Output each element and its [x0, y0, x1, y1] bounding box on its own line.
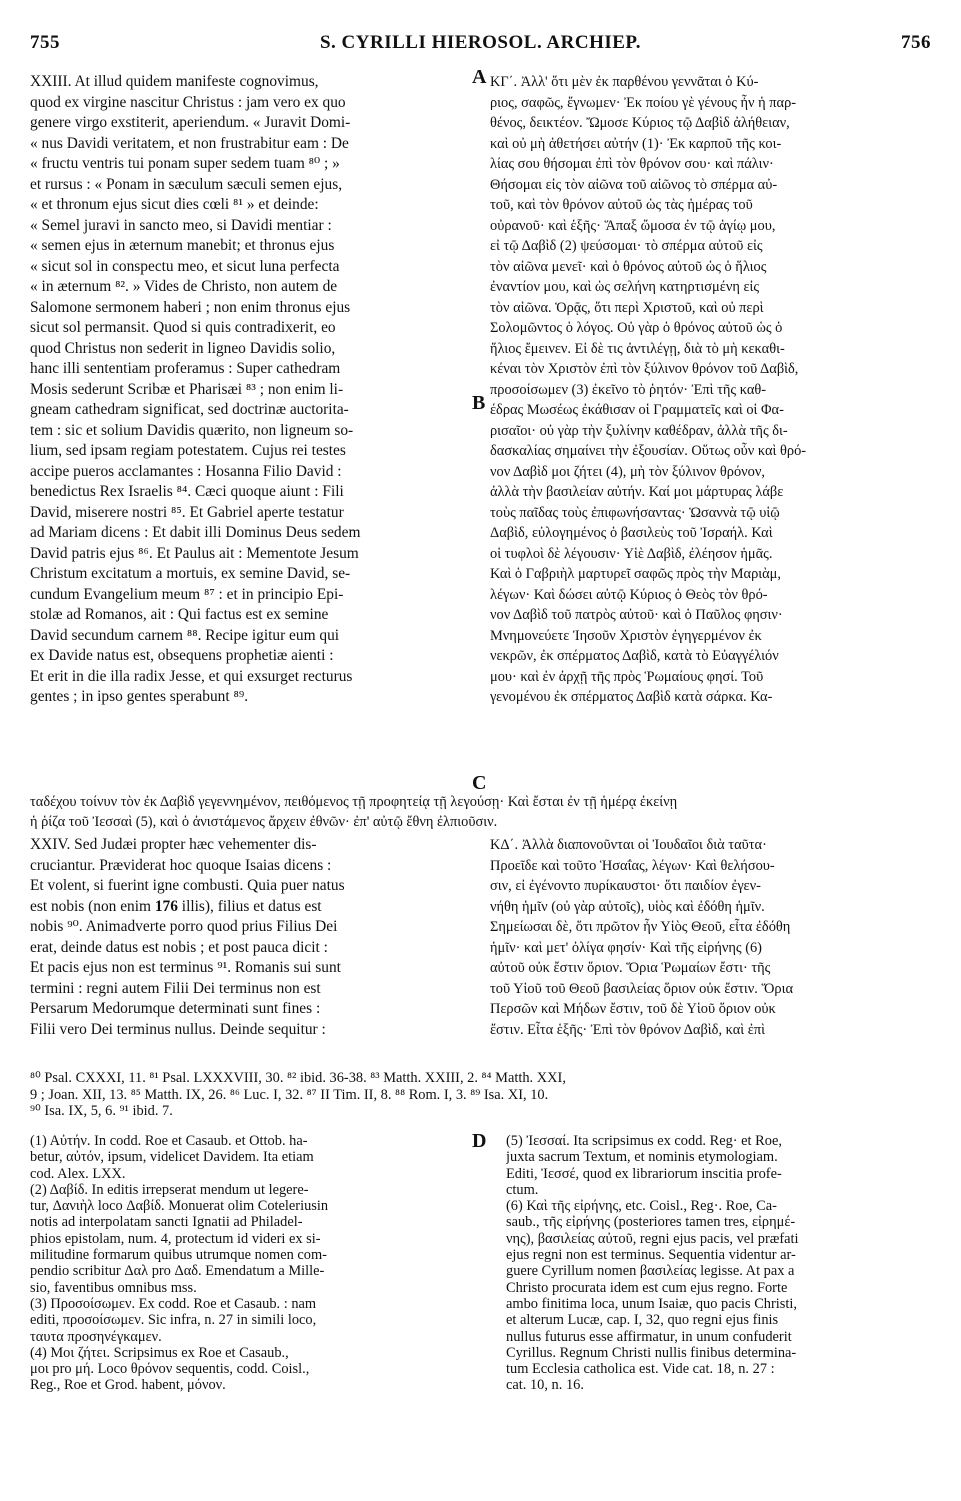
greek-line: ΚΓ΄. Ἀλλ' ὅτι μὲν ἐκ παρθένου γεννᾶται ὁ Κύ- — [490, 74, 759, 90]
scripture-footnotes — [30, 1070, 940, 1120]
latin-line: « Semel juravi in sancto meo, si Davidi mentiar : — [30, 216, 332, 234]
greek2-line: αὐτοῦ οὐκ ἔστιν ὅριον. Ὅρια Ῥωμαίων ἔστι· τῆς — [490, 960, 771, 976]
greek-line: Σολομῶντος ὁ λόγος. Οὐ γὰρ ὁ θρόνος αὐτοῦ ὡς ὁ — [490, 320, 783, 336]
column-number: 176 — [154, 897, 178, 915]
note-line: tum Ecclesia catholica est. Vide cat. 18, n. 27 : — [506, 1361, 775, 1378]
greek-line: οἱ τυφλοὶ δὲ λέγουσιν· Υἱὲ Δαβὶδ, ἐλέησον ἡμᾶς. — [490, 545, 773, 562]
greek-line: Θήσομαι εἰς τὸν αἰῶνα τοῦ αἰῶνος τὸ σπέρμα αὐ- — [490, 176, 778, 193]
note-line: et alterum Lucæ, cap. I, 32, quo regni ejus finis — [506, 1312, 779, 1329]
note-line: juxta sacrum Textum, et nominis etymologiam. — [506, 1149, 778, 1166]
greek-line: τοὺς παῖδας τοὺς ἐπιφωνήσαντας· Ὡσαννὰ τῷ υἱῷ — [490, 504, 780, 521]
latin-line: Mosis sederunt Scribæ et Pharisæi ⁸³ ; non enim li- — [30, 380, 344, 398]
greek2-line: νήθη ἡμῖν (οὐ γὰρ αὐτοῖς), υἱὸς καὶ ἐδόθη ἡμῖν. — [490, 898, 765, 915]
latin-column-section-23 — [30, 72, 472, 708]
latin2-line: Persarum Medorumque determinati sunt fines : — [30, 1000, 321, 1017]
latin-line: hanc illi sententiam proferamus : Super cathedram — [30, 360, 341, 377]
page-number-left: 755 — [30, 32, 60, 53]
greek2-line: ΚΔ΄. Ἀλλὰ διαπονοῦνται οἱ Ἰουδαῖοι διὰ ταῦτα· — [490, 837, 767, 853]
greek-line: εἰ τῷ Δαβὶδ (2) ψεύσομαι· τὸ σπέρμα αὐτοῦ εἰς — [490, 238, 763, 254]
running-title: S. CYRILLI HIEROSOL. ARCHIEP. — [319, 32, 642, 53]
note-line: (2) Δαβίδ. In editis irrepserat mendum ut legere- — [30, 1181, 309, 1198]
footnote-line: ⁸⁰ Psal. CXXXI, 11. ⁸¹ Psal. LXXXVIII, 30. ⁸² ibid. 36-38. ⁸³ Matth. XXIII, 2. ⁸⁴ Matth. XXI, — [30, 1070, 566, 1086]
greek-line: λέγων· Καὶ δώσει αὐτῷ Κύριος ὁ Θεὸς τὸν θρό- — [490, 586, 768, 603]
greek-line: ἐναντίον μου, καὶ ὡς σελήνη κατηρτισμένη εἰς — [490, 279, 760, 295]
note-line: ejus regni non est terminus. Sequentia videntur ar- — [506, 1247, 796, 1264]
greek-line: προσοίσωμεν (3) ἐκεῖνο τὸ ῥητόν· Ἐπὶ τῆς καθ- — [490, 381, 767, 398]
editorial-notes-left — [30, 1133, 470, 1394]
greek-line: τὸν αἰῶνα μενεῖ· καὶ ὁ θρόνος αὐτοῦ ὡς ὁ ἥλιος — [490, 258, 767, 275]
greek-line: τὸν αἰῶνα. Ὁρᾷς, ὅτι περὶ Χριστοῦ, καὶ οὐ περὶ — [490, 299, 764, 316]
greek-line: τοῦ, καὶ τὸν θρόνον αὐτοῦ ὡς τὰς ἡμέρας τοῦ — [490, 197, 753, 213]
greek-line: Καὶ ὁ Γαβριὴλ μαρτυρεῖ σαφῶς πρὸς τὴν Μαριὰμ, — [490, 566, 781, 582]
greek2-line: τοῦ Υἱοῦ τοῦ Θεοῦ βασιλείας ὅριον οὐκ ἔστιν. Ὅρια — [490, 980, 794, 997]
latin-line: David secundum carnem ⁸⁸. Recipe igitur eum qui — [30, 626, 340, 644]
latin-line: David, miserere nostri ⁸⁵. Et Gabriel aperte testatur — [30, 503, 344, 521]
latin-line: genere virgo exstiterit, aperiendum. « Juravit Domi- — [30, 114, 351, 131]
marker-d: D — [472, 1130, 487, 1152]
note-line: (4) Μοι ζήτει. Scripsimus ex Roe et Casaub., — [30, 1344, 289, 1361]
greek-line: λίας σου θήσομαι ἐπὶ τὸν θρόνον σου· καὶ πάλιν· — [490, 156, 774, 172]
latin-line: ex Davide natus est, obsequens prophetiæ aienti : — [30, 647, 334, 664]
note-line: pendio scribitur Δαλ pro Δαδ. Emendatum a Mille- — [30, 1263, 325, 1280]
greek2-line: σιν, εἰ ἐγένοντο πυρίκαυστοι· ὅτι παιδίον ἐγεν- — [490, 878, 761, 894]
marker-a: A — [472, 66, 487, 88]
greek-line: Δαβὶδ, εὐλογημένος ὁ βασιλεὺς τοῦ Ἰσραήλ. Καὶ — [490, 525, 773, 541]
greek-line: ἥλιος ἔμεινεν. Εἰ δὲ τις ἀντιλέγῃ, διὰ τὸ μὴ κεκαθι- — [490, 340, 785, 357]
latin-line: « fructu ventris tui ponam super sedem tuam ⁸⁰ ; » — [30, 155, 340, 172]
note-line: editi, προσοίσωμεν. Sic infra, n. 27 in simili loco, — [30, 1312, 317, 1329]
greek-line: νεκρῶν, ἐκ σπέρματος Δαβὶδ, κατὰ τὸ Εὐαγγέλιόν — [490, 648, 779, 664]
note-line: (5) Ἰεσσαί. Ita scripsimus ex codd. Reg· et Roe, — [506, 1133, 782, 1149]
latin-line: quod Christus non sederit in ligneo Davidis solio, — [30, 339, 336, 357]
latin-line: gentes ; in ipso gentes sperabunt ⁸⁹. — [30, 688, 249, 705]
latin-line: stolæ ad Romanos, ait : Qui factus est ex semine — [30, 606, 329, 623]
latin-column-section-24 — [30, 835, 472, 1040]
latin-line: gneam cathedram significat, sed doctrinæ auctorita- — [30, 401, 349, 418]
latin-line: « nus Davidi veritatem, et non frustrabitur eam : De — [30, 134, 349, 152]
latin-line: « semen ejus in æternum manebit; et thronus ejus — [30, 237, 335, 254]
note-line: (6) Καὶ τῆς εἰρήνης, etc. Coisl., Reg·. Roe, Ca- — [506, 1198, 777, 1215]
note-line: guere Cyrillum nomen βασιλείας legisse. At pax a — [506, 1263, 795, 1280]
footnote-line: 9 ; Joan. XII, 13. ⁸⁵ Matth. IX, 26. ⁸⁶ Luc. I, 32. ⁸⁷ II Tim. II, 8. ⁸⁸ Rom. I, 3. ⁸⁹ Isa. XI, 10. — [30, 1086, 549, 1103]
latin2-line: cruciantur. Præviderat hoc quoque Isaias dicens : — [30, 856, 332, 874]
greek2-line: Προεῖδε καὶ τοῦτο Ἡσαΐας, λέγων· Καὶ θελήσου- — [490, 857, 775, 874]
greek-line: γενομένου ἐκ σπέρματος Δαβὶδ κατὰ σάρκα. Κα- — [490, 689, 773, 705]
latin-line: Et erit in die illa radix Jesse, et qui exsurget recturus — [30, 667, 353, 685]
latin2-line-part: est nobis (non enim — [30, 897, 151, 915]
greek2-line: ἡμῖν· καὶ μετ' ὀλίγα φησίν· Καὶ τῆς εἰρήνης (6) — [490, 939, 762, 956]
note-line: ambo finitima loca, unum Isaiæ, quo pacis Christi, — [506, 1295, 797, 1312]
greek-line: ἀλλὰ τὴν βασιλείαν αὐτήν. Καί μοι μάρτυρας λάβε — [490, 484, 784, 500]
editorial-notes-right — [506, 1133, 938, 1394]
latin-line: David patris ejus ⁸⁶. Et Paulus ait : Mementote Jesum — [30, 544, 359, 562]
greek-column-section-24 — [490, 835, 938, 1040]
greek-column-section-23 — [490, 72, 938, 708]
latin-line: lium, sed ipsam regiam potestatem. Cujus rei testes — [30, 442, 346, 459]
greek-line: δασκαλίας σημαίνει τὴν ἐξουσίαν. Οὕτως οὖν καὶ θρό- — [490, 443, 807, 459]
greek-line: έδρας Μωσέως ἐκάθισαν οἱ Γραμματεῖς καὶ οἱ Φα- — [490, 402, 784, 418]
greek-span-line-2: ἡ ῥίζα τοῦ Ἰεσσαὶ (5), καὶ ὁ ἀνιστάμενος ἄρχειν ἐθνῶν· ἐπ' αὐτῷ ἔθνη ἐλπιοῦσιν. — [30, 814, 498, 830]
note-line: tur, Δανιὴλ loco Δαβίδ. Monuerat olim Coteleriusin — [30, 1198, 329, 1215]
marker-b: B — [472, 392, 486, 414]
greek-line: οὐρανοῦ· καὶ ἑξῆς· Ἅπαξ ὤμοσα ἐν τῷ ἁγίῳ μου, — [490, 217, 776, 234]
note-line: militudine formarum quibus utrumque nomen com- — [30, 1247, 327, 1264]
latin2-line: erat, deinde datus est nobis ; et post pauca dicit : — [30, 938, 328, 956]
note-line: cat. 10, n. 16. — [506, 1377, 584, 1394]
note-line: nullus futurus esse affirmatur, in unum confuderit — [506, 1328, 792, 1345]
latin2-line: Et volent, si fuerint igne combusti. Quia puer natus — [30, 877, 345, 894]
latin-line: « sicut sol in conspectu meo, et sicut luna perfecta — [30, 257, 340, 275]
note-line: (3) Προσοίσωμεν. Ex codd. Roe et Casaub. : nam — [30, 1295, 317, 1312]
latin-line: accipe pueros acclamantes : Hosanna Filio David : — [30, 462, 342, 480]
page-number-right: 756 — [901, 32, 931, 53]
latin-line: Salomone sermonem haberi ; non enim thronus ejus — [30, 298, 351, 316]
note-line: νης), βασιλείας αὐτοῦ, regni ejus pacis, vel præfati — [506, 1230, 799, 1247]
greek-line: μου· καὶ ἐν ἀρχῇ τῆς πρὸς Ῥωμαίους φησί. Τοῦ — [490, 668, 764, 685]
greek2-line: Σημείωσαι δὲ, ὅτι πρῶτον ἦν Υἱὸς Θεοῦ, εἶτα ἐδόθη — [490, 919, 791, 935]
latin-line: sicut sol permansit. Quod si quis contradixerit, eo — [30, 319, 336, 336]
greek2-line: Περσῶν καὶ Μήδων ἔστιν, τοῦ δὲ Υἱοῦ ὅριον οὐκ — [490, 1001, 776, 1017]
latin2-line: termini : regni autem Filii Dei terminus non est — [30, 979, 321, 997]
latin-line: quod ex virgine nascitur Christus : jam vero ex quo — [30, 93, 346, 111]
greek-span-line-1: ταδέχου τοίνυν τὸν ἐκ Δαβὶδ γεγεννημένον, πειθόμενος τῇ προφητείᾳ τῇ λεγούσῃ· Καὶ ἔσται ἐν τῇ ἡμέρᾳ ἐκείνῃ — [30, 794, 678, 810]
latin2-line-part: illis), filius et datus est — [181, 897, 322, 915]
note-line: sio, faventibus omnibus mss. — [30, 1279, 197, 1296]
note-line: Cyrillus. Regnum Christi nullis finibus determina- — [506, 1344, 797, 1361]
latin2-line-with-column-number — [30, 897, 472, 918]
latin-line: benedictus Rex Israelis ⁸⁴. Cæci quoque aiunt : Fili — [30, 483, 344, 500]
latin-line: cundum Evangelium meum ⁸⁷ : et in principio Epi- — [30, 585, 344, 603]
note-line: ταυτα προσηνέγκαμεν. — [30, 1328, 162, 1345]
latin-line: XXIII. At illud quidem manifeste cognovimus, — [30, 73, 319, 90]
note-line: notis ad interpolatam sancti Ignatii ad Philadel- — [30, 1214, 303, 1231]
greek-line: ριος, σαφῶς, ἔγνωμεν· Ἐκ ποίου γὲ γένους ἦν ἡ παρ- — [490, 94, 797, 111]
greek-line: κέναι τὸν Χριστὸν ἐπὶ τὸν ξύλινον θρόνον τοῦ Δαβὶδ, — [490, 361, 799, 377]
latin-line: « et thronum ejus sicut dies cœli ⁸¹ » et deinde: — [30, 196, 319, 213]
note-line: μοι pro μή. Loco θρόνον sequentis, codd. Coisl., — [30, 1361, 310, 1378]
latin-line: « in æternum ⁸². » Vides de Christo, non autem de — [30, 278, 338, 295]
running-header — [24, 32, 937, 60]
note-line: Christo procurata idem est cum ejus regno. Forte — [506, 1279, 788, 1296]
greek-line: καὶ οὐ μὴ ἀθετήσει αὐτήν (1)· Ἐκ καρποῦ τῆς κοι- — [490, 135, 782, 152]
greek-line: Μνημονεύετε Ἰησοῦν Χριστὸν ἐγηγερμένον ἐκ — [490, 627, 762, 644]
note-line: (1) Αὐτήν. In codd. Roe et Casaub. et Ottob. ha- — [30, 1133, 308, 1149]
greek-line: θένος, δεικτέον. Ὤμοσε Κύριος τῷ Δαβὶδ ἀλήθειαν, — [490, 115, 790, 131]
latin-line: et rursus : « Ponam in sæculum sæculi semen ejus, — [30, 175, 343, 193]
note-line: phios epistolam, num. 4, protectum id videri ex si- — [30, 1230, 321, 1247]
greek2-line: ἔστιν. Εἶτα ἑξῆς· Ἐπὶ τὸν θρόνον Δαβὶδ, καὶ ἐπὶ — [490, 1021, 765, 1038]
marker-c: C — [472, 772, 487, 794]
note-line: ctum. — [506, 1181, 539, 1198]
note-line: cod. Alex. LXX. — [30, 1165, 126, 1182]
latin2-line: XXIV. Sed Judæi propter hæc vehementer dis- — [30, 836, 317, 853]
latin-line: ad Mariam dicens : Et dabit illi Dominus Deus sedem — [30, 524, 361, 541]
latin-line: Christum excitatum a mortuis, ex semine David, se- — [30, 565, 351, 582]
greek-line: νον Δαβὶδ μοι ζήτει (4), μὴ τὸν ξύλινον θρόνον, — [490, 463, 765, 480]
note-line: Reg., Roe et Grod. habent, μόνον. — [30, 1377, 226, 1394]
footnote-line: ⁹⁰ Isa. IX, 5, 6. ⁹¹ ibid. 7. — [30, 1103, 173, 1119]
greek-line: ρισαῖοι· οὐ γὰρ τὴν ξυλίνην καθέδραν, ἀλλὰ τῆς δι- — [490, 422, 788, 439]
note-line: Editi, Ἰεσσέ, quod ex librariorum inscitia profe- — [506, 1165, 782, 1182]
note-line: saub., τῆς εἰρήνης (posteriores tamen tres, εἰρημέ- — [506, 1214, 796, 1231]
greek-line: νον Δαβὶδ τοῦ πατρὸς αὐτοῦ· καὶ ὁ Παῦλος φησιν· — [490, 607, 783, 623]
latin2-line: nobis ⁹⁰. Animadverte porro quod prius Filius Dei — [30, 918, 338, 935]
latin-line: tem : sic et solium Davidis quærito, non ligneum so- — [30, 421, 354, 439]
note-line: betur, αὐτόν, ipsum, videlicet Davidem. Ita etiam — [30, 1149, 314, 1166]
latin2-line: Filii vero Dei terminus nullus. Deinde sequitur : — [30, 1020, 326, 1038]
latin2-line: Et pacis ejus non est terminus ⁹¹. Romanis sui sunt — [30, 959, 341, 976]
